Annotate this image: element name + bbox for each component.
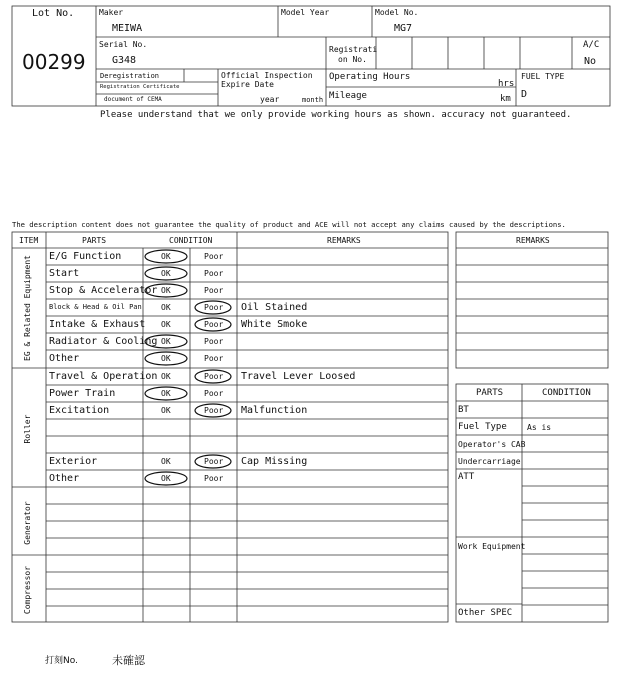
stamp-label: 打刻No. [45,656,78,666]
condition-poor-option: Poor [204,251,224,261]
parts-header: PARTS [82,236,107,245]
condition-header: CONDITION [169,236,213,245]
hours-notice: Please understand that we only provide working hours as shown. accuracy not guaranteed. [100,110,572,120]
condition-part-label: E/G Function [49,250,122,262]
condition-remark: Travel Lever Loosed [241,370,356,382]
condition-remark: White Smoke [241,318,308,330]
condition-part-label: Block & Head & Oil Pan [49,302,142,311]
month-label: month [302,96,324,104]
condition-ok-option: OK [161,336,171,346]
condition-ok-option: OK [161,405,171,415]
condition-part-label: Travel & Operation [49,370,158,382]
right-remarks-header: REMARKS [516,236,550,245]
operating-hours-label: Operating Hours [329,72,411,82]
condition-remark: Cap Missing [241,455,308,467]
inspection-label-2: Expire Date [221,80,274,89]
hrs-label: hrs [498,79,515,89]
condition-poor-option: Poor [204,388,224,398]
condition-ok-option: OK [161,456,171,466]
fuel-type-value: D [521,89,528,100]
condition-ok-option: OK [161,302,171,312]
ac-value: No [584,56,597,67]
stamp-value: 未確認 [112,654,145,667]
condition-ok-option: OK [161,268,171,278]
lot-label: Lot No. [32,8,75,19]
condition-part-label: Intake & Exhaust [49,318,146,330]
group-label-roller: Roller [23,414,32,444]
condition-poor-option: Poor [204,336,224,346]
model-year-label: Model Year [281,8,330,17]
parts-other-spec-label: Other SPEC [458,608,513,618]
condition-ok-option: OK [161,285,171,295]
condition-poor-option: Poor [204,319,224,329]
item-header: ITEM [19,236,39,245]
condition-part-label: Excitation [49,404,110,416]
condition-ok-option: OK [161,473,171,483]
condition-poor-option: Poor [204,473,224,483]
parts-table-parts-header: PARTS [476,388,504,398]
parts-table-condition-header: CONDITION [542,388,591,398]
parts-att-label: ATT [458,472,475,482]
document-cema-label: document of CEMA [104,96,162,103]
description-notice: The description content does not guarantee the quality of product and ACE will not accept any claims caused by the descriptions. [12,220,566,229]
condition-ok-option: OK [161,251,171,261]
condition-poor-option: Poor [204,456,224,466]
group-label-eg: EG & Related Equipment [23,255,32,361]
condition-poor-option: Poor [204,371,224,381]
fuel-type-label: FUEL TYPE [521,72,565,81]
condition-part-label: Radiator & Cooling [49,335,158,347]
parts-work-equipment-label: Work Equipment [458,542,526,551]
condition-poor-option: Poor [204,405,224,415]
serial-value: G348 [112,55,137,66]
condition-remark: Malfunction [241,404,308,416]
group-label-compressor: Compressor [23,565,32,615]
maker-value: MEIWA [112,23,143,34]
model-no-value: MG7 [394,23,413,34]
condition-part-label: Other [49,352,80,364]
remarks-header: REMARKS [327,236,361,245]
condition-ok-option: OK [161,388,171,398]
condition-remark: Oil Stained [241,301,308,313]
deregistration-label: Deregistration [100,72,160,80]
inspection-label-1: Official Inspection [221,71,313,80]
parts-fuel-type-label: Fuel Type [458,422,507,432]
serial-label: Serial No. [99,40,148,49]
condition-part-label: Other [49,472,80,484]
condition-poor-option: Poor [204,302,224,312]
registration-label-1: Registrati [329,45,378,54]
ac-label: A/C [583,40,600,50]
condition-ok-option: OK [161,353,171,363]
model-no-label: Model No. [375,8,419,17]
parts-bt-label: BT [458,405,469,415]
condition-ok-option: OK [161,319,171,329]
lot-number: 00299 [22,50,86,74]
condition-part-label: Stop & Accelerator [49,284,158,296]
condition-poor-option: Poor [204,285,224,295]
condition-poor-option: Poor [204,353,224,363]
parts-fuel-type-value: As is [527,423,552,432]
condition-part-label: Start [49,267,80,279]
km-label: km [500,94,511,104]
condition-part-label: Power Train [49,387,116,399]
mileage-label: Mileage [329,91,367,101]
condition-part-label: Exterior [49,455,98,467]
group-label-generator: Generator [23,501,32,545]
condition-ok-option: OK [161,371,171,381]
registration-label-2: on No. [338,55,367,64]
registration-certificate-label: Registration Certificate [100,84,180,90]
year-label: year [260,95,280,104]
parts-operators-cab-label: Operator's CAB [458,440,526,449]
condition-poor-option: Poor [204,268,224,278]
parts-undercarriage-label: Undercarriage [458,457,521,466]
maker-label: Maker [99,8,124,17]
